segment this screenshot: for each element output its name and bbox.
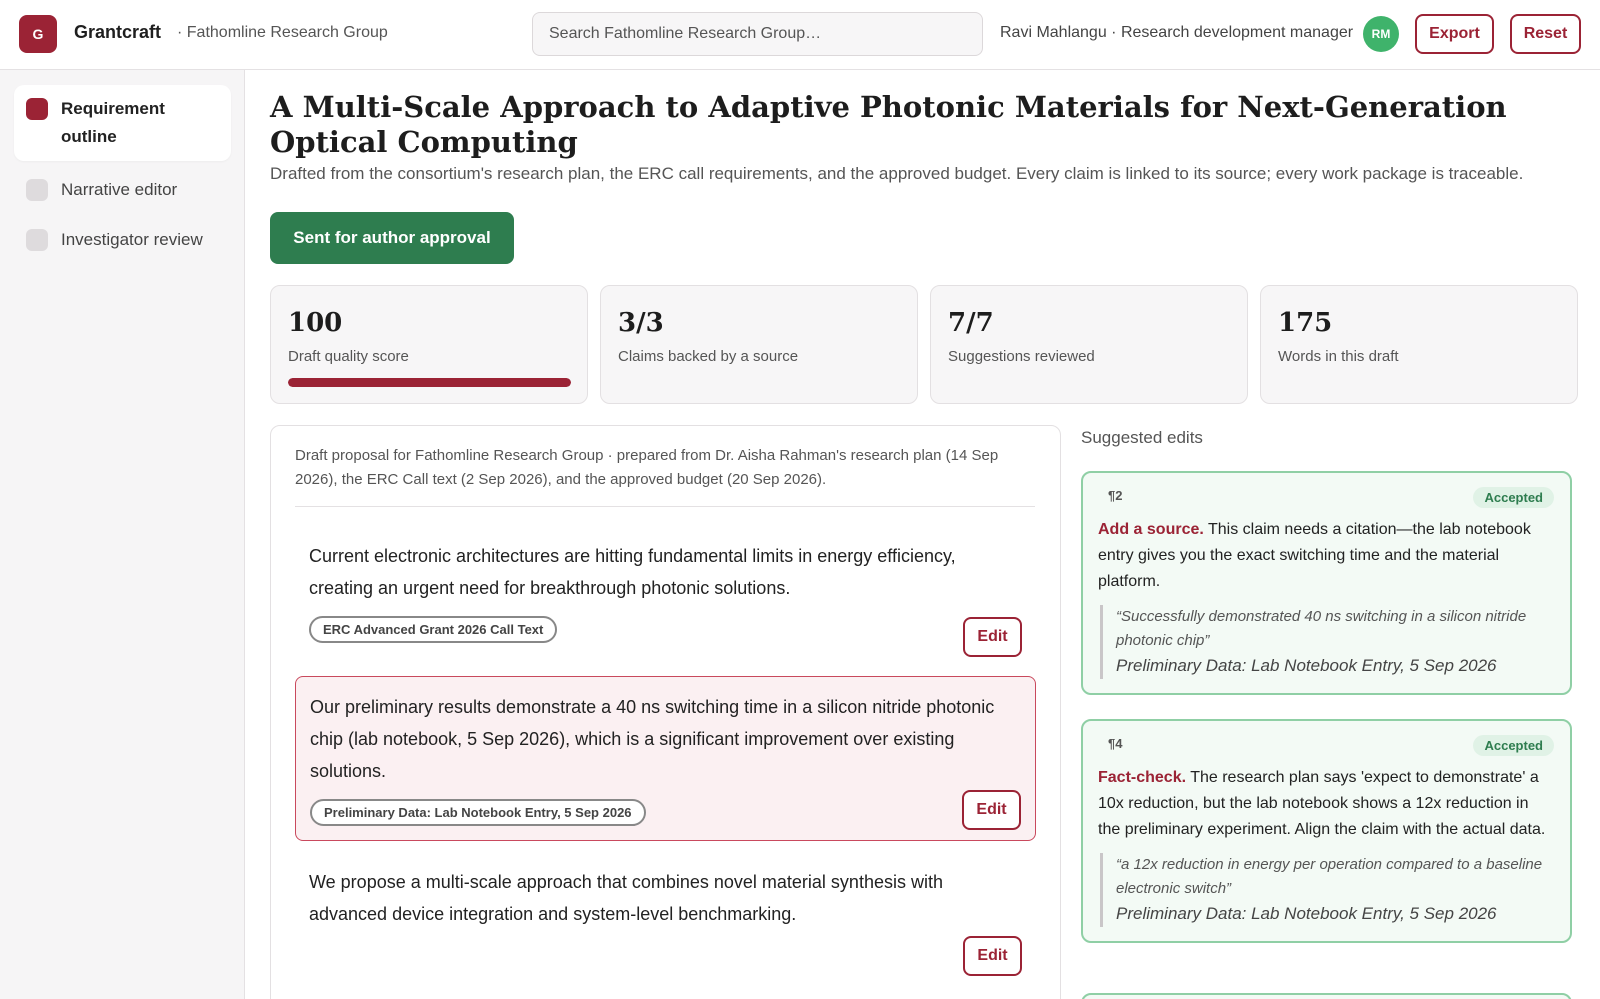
draft-paragraph-flagged bbox=[295, 676, 1036, 841]
edit-button[interactable]: Edit bbox=[963, 617, 1022, 657]
approval-status-button[interactable]: Sent for author approval bbox=[270, 212, 514, 264]
quality-progress-bar bbox=[288, 378, 571, 387]
stat-value: 3/3 bbox=[618, 308, 664, 338]
stat-label: Words in this draft bbox=[1278, 348, 1399, 365]
stat-card-words bbox=[1260, 285, 1578, 404]
quote-text: “a 12x reduction in energy per operation compared to a baseline electronic switch” bbox=[1116, 856, 1543, 897]
draft-panel bbox=[270, 425, 1061, 999]
suggestions-heading: Suggested edits bbox=[1081, 428, 1203, 447]
sidebar-item-requirement-outline[interactable] bbox=[14, 85, 231, 161]
suggestion-kind: Add a source. bbox=[1098, 521, 1204, 538]
paragraph-text: We propose a multi-scale approach that combines novel material synthesis with advanced device integration and system-level benchmarking. bbox=[309, 872, 943, 924]
edit-button[interactable]: Edit bbox=[963, 936, 1022, 976]
draft-paragraph bbox=[295, 526, 1036, 657]
stat-card-claims bbox=[600, 285, 918, 404]
org-name: · Fathomline Research Group bbox=[177, 24, 388, 41]
status-badge: Accepted bbox=[1473, 735, 1554, 756]
sidebar-item-narrative-editor[interactable] bbox=[14, 166, 231, 214]
suggestion-text bbox=[1098, 765, 1555, 843]
sidebar bbox=[0, 70, 245, 999]
paragraph-text: Current electronic architectures are hitting fundamental limits in energy efficiency, creating an urgent need for breakthrough photonic solutions. bbox=[309, 546, 956, 598]
step-indicator-icon bbox=[26, 229, 48, 251]
export-button[interactable]: Export bbox=[1415, 14, 1494, 54]
suggestion-quote bbox=[1100, 853, 1555, 927]
sidebar-item-investigator-review[interactable] bbox=[14, 216, 231, 264]
paragraph-text: Our preliminary results demonstrate a 40 ns switching time in a silicon nitride photonic chip (lab notebook, 5 Sep 2026), which is a significant improvement over existing solutions. bbox=[310, 697, 995, 781]
suggestion-kind: Fact-check. bbox=[1098, 769, 1187, 786]
draft-meta: Draft proposal for Fathomline Research Group · prepared from Dr. Aisha Rahman's research plan (14 Sep 2026), the ERC Call text (2 Sep 2026), and the approved budget (20 Sep 2026). bbox=[295, 444, 1035, 507]
suggestion-body: The research plan says 'expect to demonstrate' a 10x reduction, but the lab notebook shows a 12x reduction in the preliminary experiment. Align the claim with the actual data. bbox=[1098, 769, 1546, 838]
suggestion-body: This claim needs a citation—the lab notebook entry gives you the exact switching time and the material platform. bbox=[1098, 521, 1531, 590]
sidebar-item-label: Narrative editor bbox=[61, 180, 178, 199]
quote-source: Preliminary Data: Lab Notebook Entry, 5 Sep 2026 bbox=[1116, 656, 1497, 675]
stat-value: 175 bbox=[1278, 308, 1333, 338]
quality-progress-fill bbox=[288, 378, 571, 387]
suggestion-quote bbox=[1100, 605, 1555, 679]
suggestion-text bbox=[1098, 517, 1555, 595]
draft-paragraph bbox=[295, 852, 1036, 964]
paragraph-ref: ¶2 bbox=[1108, 488, 1123, 503]
sidebar-item-label: Investigator review bbox=[61, 230, 203, 249]
user-name: Ravi Mahlangu · Research development manager bbox=[1000, 24, 1354, 41]
paragraph-ref: ¶4 bbox=[1108, 736, 1123, 751]
search-input[interactable] bbox=[532, 12, 983, 56]
quote-source: Preliminary Data: Lab Notebook Entry, 5 Sep 2026 bbox=[1116, 904, 1497, 923]
step-indicator-icon bbox=[26, 179, 48, 201]
page-title: A Multi-Scale Approach to Adaptive Photonic Materials for Next-Generation Optical Computing bbox=[270, 90, 1507, 159]
step-indicator-icon bbox=[26, 98, 48, 120]
stat-card-quality bbox=[270, 285, 588, 404]
quote-text: “Successfully demonstrated 40 ns switching in a silicon nitride photonic chip” bbox=[1116, 608, 1527, 649]
stat-label: Draft quality score bbox=[288, 348, 409, 365]
stat-card-suggestions bbox=[930, 285, 1248, 404]
sidebar-item-label: Requirement outline bbox=[61, 99, 165, 146]
stat-value: 100 bbox=[288, 308, 343, 338]
top-bar bbox=[0, 0, 1600, 70]
avatar[interactable]: RM bbox=[1363, 16, 1399, 52]
suggestion-card[interactable] bbox=[1081, 719, 1572, 943]
stat-label: Suggestions reviewed bbox=[948, 348, 1095, 365]
app-name: Grantcraft bbox=[74, 22, 162, 42]
reset-button[interactable]: Reset bbox=[1510, 14, 1581, 54]
app-logo[interactable]: G bbox=[19, 15, 57, 53]
suggestion-card[interactable] bbox=[1081, 471, 1572, 695]
source-chip[interactable]: Preliminary Data: Lab Notebook Entry, 5 Sep 2026 bbox=[310, 799, 646, 826]
suggestion-card-partial[interactable] bbox=[1081, 993, 1572, 999]
source-chip[interactable]: ERC Advanced Grant 2026 Call Text bbox=[309, 616, 557, 643]
edit-button[interactable]: Edit bbox=[962, 790, 1021, 830]
page-subtitle: Drafted from the consortium's research plan, the ERC call requirements, and the approved budget. Every claim is linked to its source; every work package is traceable. bbox=[270, 164, 1524, 183]
stat-value: 7/7 bbox=[948, 308, 994, 338]
status-badge: Accepted bbox=[1473, 487, 1554, 508]
stat-label: Claims backed by a source bbox=[618, 348, 799, 365]
